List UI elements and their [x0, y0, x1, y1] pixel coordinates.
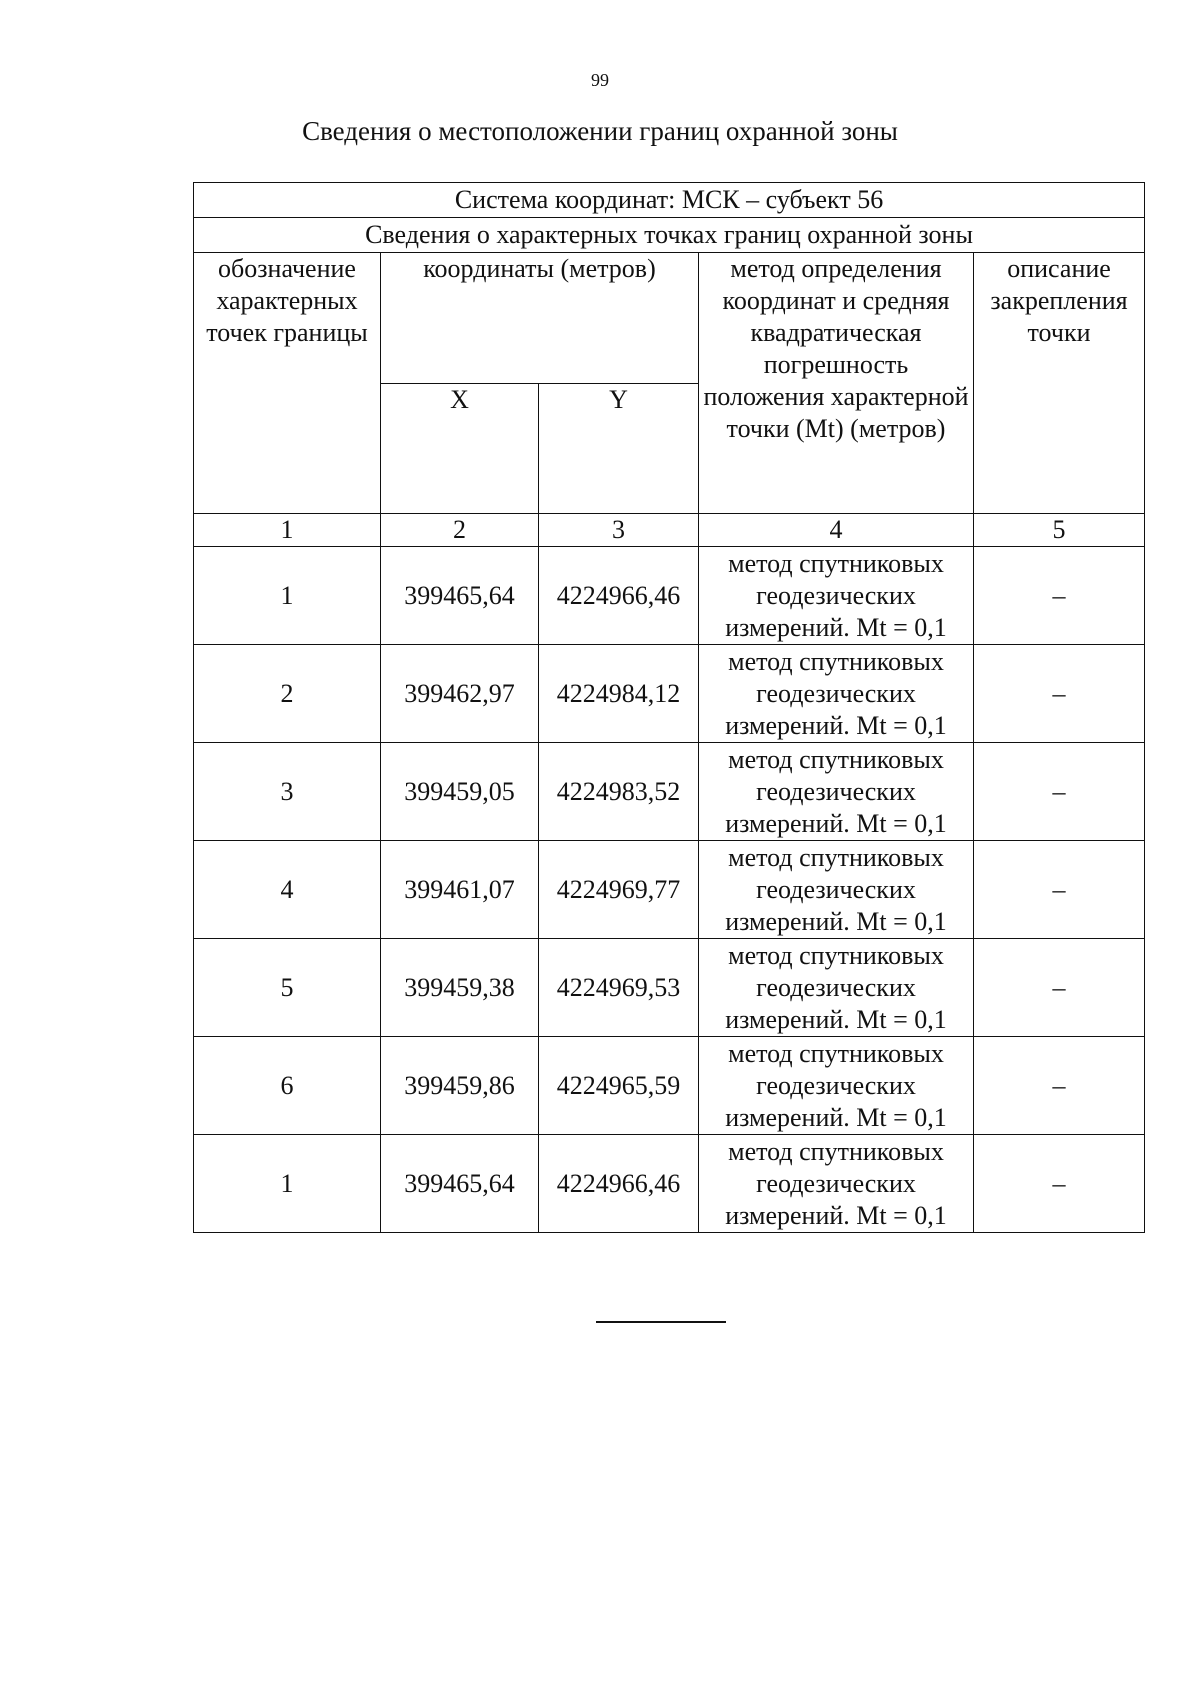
- method-cell: метод спутниковых геодезических измерений. Mt = 0,1: [699, 645, 974, 743]
- coordinate-system-cell: Система координат: МСК – субъект 56: [194, 183, 1145, 218]
- boundary-points-table: [193, 182, 1145, 1233]
- x-coordinate-cell: 399459,05: [381, 743, 539, 841]
- x-coordinate-cell: 399461,07: [381, 841, 539, 939]
- x-coordinate-cell: 399459,86: [381, 1037, 539, 1135]
- description-cell: –: [974, 841, 1145, 939]
- column-number: 3: [539, 514, 699, 547]
- description-cell: –: [974, 1037, 1145, 1135]
- point-cell: 3: [194, 743, 381, 841]
- table-row: [194, 939, 1145, 1037]
- header-coordinates: координаты (метров): [381, 253, 699, 384]
- table-row: [194, 645, 1145, 743]
- header-row-info: [194, 218, 1145, 253]
- x-coordinate-cell: 399459,38: [381, 939, 539, 1037]
- document-title: Сведения о местоположении границ охранной зоны: [302, 116, 898, 146]
- table-body: [194, 183, 1145, 1233]
- end-separator-line: [596, 1321, 726, 1323]
- method-cell: метод спутниковых геодезических измерений. Mt = 0,1: [699, 841, 974, 939]
- description-cell: –: [974, 743, 1145, 841]
- table-row: [194, 1135, 1145, 1233]
- point-cell: 1: [194, 1135, 381, 1233]
- y-coordinate-cell: 4224969,53: [539, 939, 699, 1037]
- y-coordinate-cell: 4224969,77: [539, 841, 699, 939]
- table-row: [194, 547, 1145, 645]
- point-cell: 5: [194, 939, 381, 1037]
- method-cell: метод спутниковых геодезических измерений. Mt = 0,1: [699, 1135, 974, 1233]
- method-cell: метод спутниковых геодезических измерений. Mt = 0,1: [699, 939, 974, 1037]
- header-y: Y: [539, 383, 699, 514]
- point-cell: 6: [194, 1037, 381, 1135]
- y-coordinate-cell: 4224984,12: [539, 645, 699, 743]
- header-description: описание закрепления точки: [974, 253, 1145, 514]
- y-coordinate-cell: 4224983,52: [539, 743, 699, 841]
- point-cell: 1: [194, 547, 381, 645]
- header-x: X: [381, 383, 539, 514]
- header-point-designation: обозначение характерных точек границы: [194, 253, 381, 514]
- table-row: [194, 743, 1145, 841]
- description-cell: –: [974, 1135, 1145, 1233]
- column-number: 1: [194, 514, 381, 547]
- y-coordinate-cell: 4224966,46: [539, 547, 699, 645]
- page-number: 99: [591, 70, 609, 90]
- column-number-row: [194, 514, 1145, 547]
- method-cell: метод спутниковых геодезических измерений. Mt = 0,1: [699, 743, 974, 841]
- y-coordinate-cell: 4224966,46: [539, 1135, 699, 1233]
- column-number: 4: [699, 514, 974, 547]
- header-row-columns: [194, 253, 1145, 384]
- method-cell: метод спутниковых геодезических измерений. Mt = 0,1: [699, 1037, 974, 1135]
- header-method: метод определения координат и средняя квадратическая погрешность положения характерной точки (Mt) (метров): [699, 253, 974, 514]
- y-coordinate-cell: 4224965,59: [539, 1037, 699, 1135]
- description-cell: –: [974, 645, 1145, 743]
- header-row-system: [194, 183, 1145, 218]
- table-row: [194, 1037, 1145, 1135]
- column-number: 2: [381, 514, 539, 547]
- x-coordinate-cell: 399462,97: [381, 645, 539, 743]
- point-cell: 2: [194, 645, 381, 743]
- x-coordinate-cell: 399465,64: [381, 547, 539, 645]
- column-number: 5: [974, 514, 1145, 547]
- method-cell: метод спутниковых геодезических измерений. Mt = 0,1: [699, 547, 974, 645]
- description-cell: –: [974, 939, 1145, 1037]
- point-cell: 4: [194, 841, 381, 939]
- points-info-cell: Сведения о характерных точках границ охранной зоны: [194, 218, 1145, 253]
- x-coordinate-cell: 399465,64: [381, 1135, 539, 1233]
- description-cell: –: [974, 547, 1145, 645]
- table-row: [194, 841, 1145, 939]
